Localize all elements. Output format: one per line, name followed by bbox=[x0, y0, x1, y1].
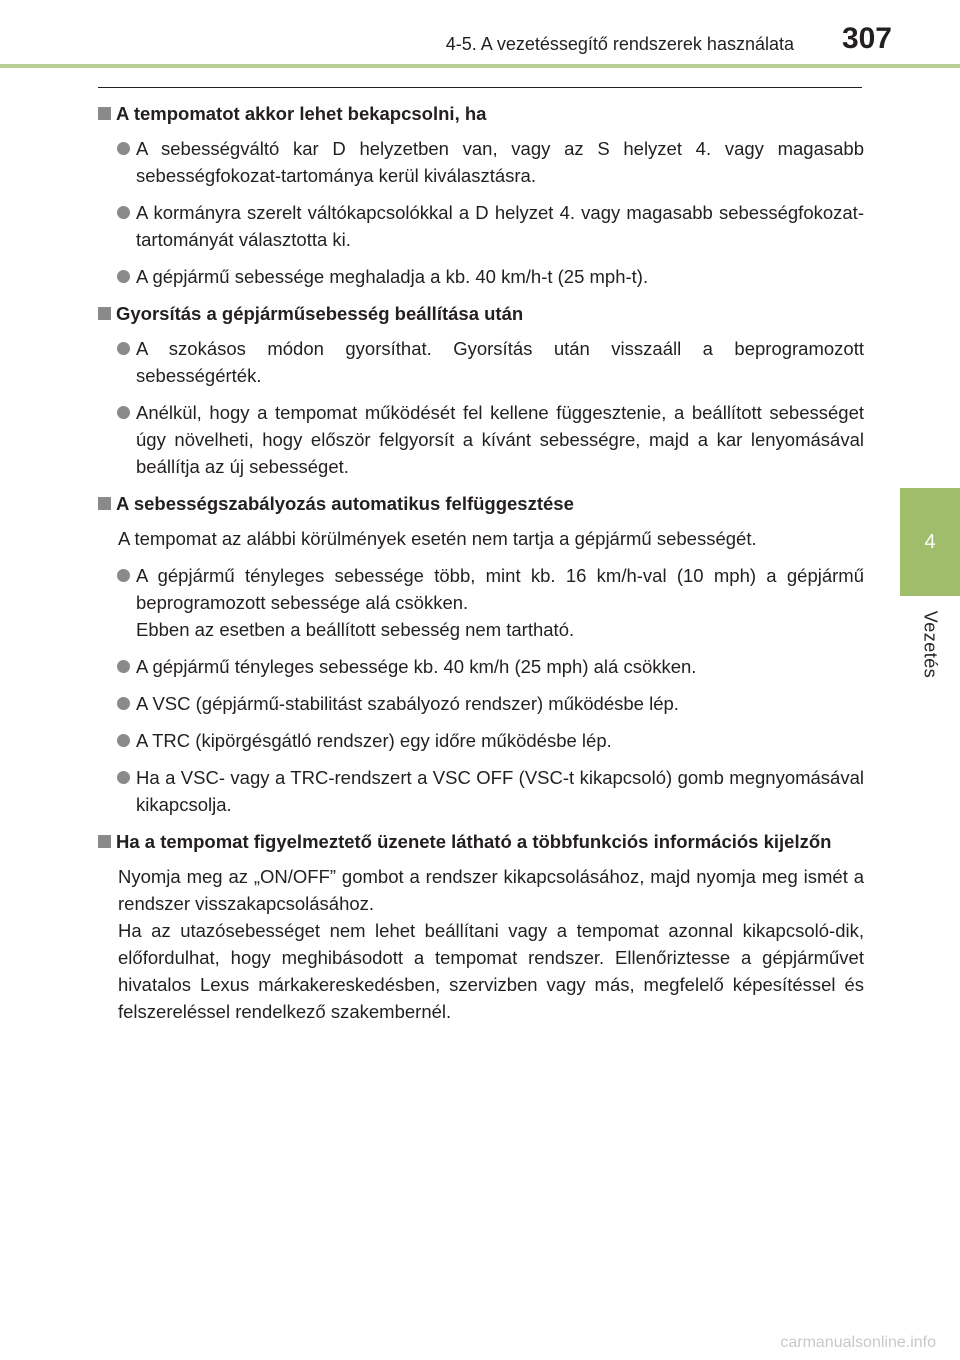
chapter-title: 4-5. A vezetéssegítő rendszerek használata bbox=[445, 34, 794, 54]
round-bullet-icon bbox=[117, 697, 130, 710]
list-item bbox=[98, 135, 864, 189]
section-heading bbox=[98, 490, 864, 517]
square-bullet-icon bbox=[98, 497, 111, 510]
page-header bbox=[0, 0, 960, 70]
list-item-text: A sebességváltó kar D helyzetben van, vagy az S helyzet 4. vagy magasabb sebességfokozat-tartománya kerül kiválasztásra. bbox=[136, 138, 864, 186]
list-item bbox=[98, 690, 864, 717]
list-item-text: Anélkül, hogy a tempomat működését fel kellene függesztenie, a beállított sebességet úgy növelheti, hogy először felgyorsít a kívánt sebességre, majd a kar lenyomásával beállítja az új sebességet. bbox=[136, 402, 864, 477]
page-content bbox=[98, 100, 864, 1035]
section-heading bbox=[98, 828, 864, 855]
paragraph-text: Ha az utazósebességet nem lehet beállítani vagy a tempomat azonnal kikapcsoló-dik, előfordulhat, hogy meghibásodott a tempomat rendszer. Ellenőriztesse a gépjárművet hivatalos Lexus márkakereskedésben, szervizben vagy más, megfelelő képesítéssel és felszereléssel rendelkező szakembernél. bbox=[118, 920, 864, 1022]
chapter-tab bbox=[900, 488, 960, 596]
header-divider bbox=[0, 64, 960, 68]
square-bullet-icon bbox=[98, 307, 111, 320]
section-heading-text: A tempomatot akkor lehet bekapcsolni, ha bbox=[116, 103, 487, 124]
list-item-text: A kormányra szerelt váltókapcsolókkal a D helyzet 4. vagy magasabb sebességfokozat-tartományát választotta ki. bbox=[136, 202, 864, 250]
list-item-note: Ebben az esetben a beállított sebesség nem tartható. bbox=[136, 619, 575, 640]
list-item-text: A gépjármű sebessége meghaladja a kb. 40 km/h-t (25 mph-t). bbox=[136, 266, 649, 287]
section-intro: A tempomat az alábbi körülmények esetén nem tartja a gépjármű sebességét. bbox=[118, 528, 757, 549]
list-item bbox=[98, 562, 864, 643]
round-bullet-icon bbox=[117, 734, 130, 747]
content-top-rule bbox=[98, 87, 862, 88]
list-item bbox=[98, 727, 864, 754]
paragraph-text: Nyomja meg az „ON/OFF” gombot a rendszer kikapcsolásához, majd nyomja meg ismét a rendszer visszakapcsolásához. bbox=[118, 866, 864, 914]
list-item bbox=[98, 263, 864, 290]
list-item bbox=[98, 335, 864, 389]
list-item bbox=[98, 399, 864, 480]
list-item bbox=[98, 653, 864, 680]
list-item-text: A szokásos módon gyorsíthat. Gyorsítás után visszaáll a beprogramozott sebességérték. bbox=[136, 338, 864, 386]
section-heading bbox=[98, 300, 864, 327]
round-bullet-icon bbox=[117, 569, 130, 582]
list-item bbox=[98, 764, 864, 818]
round-bullet-icon bbox=[117, 660, 130, 673]
square-bullet-icon bbox=[98, 107, 111, 120]
round-bullet-icon bbox=[117, 270, 130, 283]
round-bullet-icon bbox=[117, 206, 130, 219]
list-item bbox=[98, 199, 864, 253]
chapter-tab-label bbox=[916, 604, 944, 684]
list-item-text: A VSC (gépjármű-stabilitást szabályozó rendszer) működésbe lép. bbox=[136, 693, 679, 714]
section-paragraph bbox=[98, 863, 864, 1025]
page-number: 307 bbox=[841, 22, 892, 55]
round-bullet-icon bbox=[117, 406, 130, 419]
list-item-text: A TRC (kipörgésgátló rendszer) egy időre működésbe lép. bbox=[136, 730, 612, 751]
round-bullet-icon bbox=[117, 342, 130, 355]
list-item-text: Ha a VSC- vagy a TRC-rendszert a VSC OFF (VSC-t kikapcsoló) gomb megnyomásával kikapcsolja. bbox=[136, 767, 864, 815]
list-item-text: A gépjármű tényleges sebessége kb. 40 km/h (25 mph) alá csökken. bbox=[136, 656, 697, 677]
section-heading bbox=[98, 100, 864, 127]
list-item-text: A gépjármű tényleges sebessége több, mint kb. 16 km/h-val (10 mph) a gépjármű beprogramozott sebessége alá csökken. bbox=[136, 565, 864, 613]
watermark: carmanualsonline.info bbox=[780, 1334, 936, 1351]
section-heading-text: A sebességszabályozás automatikus felfüggesztése bbox=[116, 493, 574, 514]
chapter-tab-number: 4 bbox=[924, 530, 936, 553]
square-bullet-icon bbox=[98, 835, 111, 848]
chapter-tab-label-text: Vezetés bbox=[920, 610, 941, 678]
round-bullet-icon bbox=[117, 771, 130, 784]
section-heading-text: Gyorsítás a gépjárműsebesség beállítása után bbox=[116, 303, 524, 324]
round-bullet-icon bbox=[117, 142, 130, 155]
section-heading-text: Ha a tempomat figyelmeztető üzenete látható a többfunkciós információs kijelzőn bbox=[116, 831, 832, 852]
